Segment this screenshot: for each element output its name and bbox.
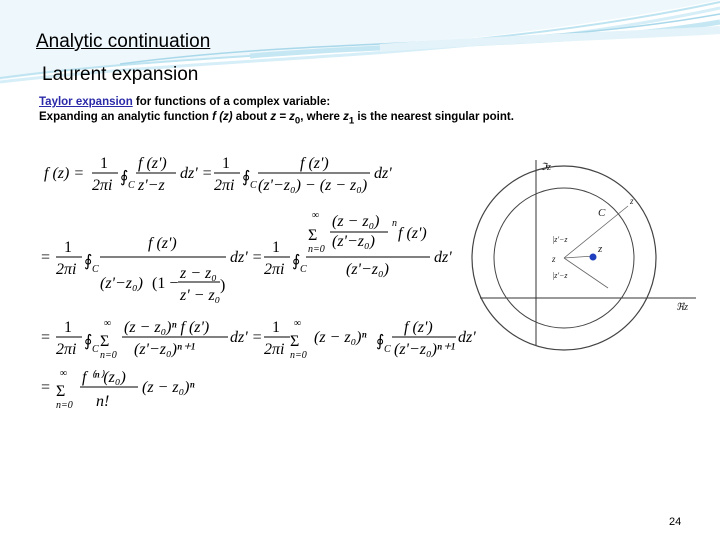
svg-text:n=0: n=0 [308, 244, 325, 255]
svg-text:C: C [300, 264, 307, 275]
svg-text:(z'−z₀)ⁿ⁺¹: (z'−z₀)ⁿ⁺¹ [134, 341, 196, 358]
svg-text:dz' =: dz' = [180, 165, 213, 182]
intro-line-1-rest: for functions of a complex variable: [132, 96, 331, 108]
svg-text:C: C [250, 180, 257, 191]
svg-text:n=0: n=0 [290, 350, 307, 361]
svg-text:1: 1 [100, 155, 108, 172]
axis-imag-label: ℑz [540, 162, 551, 173]
svg-text:(z'−z₀): (z'−z₀) [100, 275, 143, 292]
svg-text:z − z₀: z − z₀ [180, 265, 217, 282]
intro-sub-1: 1 [348, 115, 355, 127]
svg-text:Σ: Σ [308, 227, 318, 244]
svg-text:1: 1 [272, 239, 280, 256]
intro-z1: z [343, 111, 349, 123]
contour-label: C [598, 207, 606, 219]
svg-text:∮: ∮ [242, 169, 251, 186]
svg-text:∮: ∮ [84, 333, 93, 350]
svg-text:dz' =: dz' = [230, 329, 263, 346]
svg-text:∮: ∮ [84, 253, 93, 270]
intro-sub-0: 0 [294, 115, 301, 127]
svg-text:f (z'): f (z') [138, 155, 167, 172]
slide-subtitle: Laurent expansion [42, 64, 199, 85]
slide-title-link[interactable]: Analytic continuation [36, 31, 211, 52]
svg-text:f (z'): f (z') [300, 155, 329, 172]
intro-f-of-z: f (z) [212, 111, 233, 123]
intro-z-eq: z = z [270, 111, 295, 123]
page-number: 24 [669, 516, 682, 528]
svg-text:z'−z: z'−z [138, 177, 165, 194]
svg-text:2πi: 2πi [92, 177, 113, 194]
svg-text:(z'−z₀): (z'−z₀) [346, 261, 389, 278]
svg-text:∞: ∞ [312, 210, 320, 221]
svg-text:(z − z₀)ⁿ: (z − z₀)ⁿ [142, 379, 195, 396]
svg-text:Σ: Σ [100, 333, 110, 350]
svg-text:C: C [128, 180, 135, 191]
intro-text [39, 95, 514, 128]
svg-text:(z − z₀)ⁿ: (z − z₀)ⁿ [314, 329, 367, 346]
svg-text:f (z'): f (z') [148, 235, 177, 252]
svg-text:1: 1 [64, 319, 72, 336]
point-z-marker [590, 254, 597, 261]
svg-text:2πi: 2πi [264, 341, 285, 358]
svg-text:∮: ∮ [376, 333, 385, 350]
svg-text:(z'−z₀) − (z − z₀): (z'−z₀) − (z − z₀) [258, 177, 368, 194]
intro-line-2 [39, 110, 514, 128]
svg-text:n=0: n=0 [56, 400, 73, 411]
intro-rest: is the nearest singular point. [354, 111, 514, 123]
svg-text:∞: ∞ [294, 318, 302, 329]
radius-label-1: |z'−z [552, 271, 568, 280]
svg-text:(z'−z₀)ⁿ⁺¹: (z'−z₀)ⁿ⁺¹ [394, 341, 456, 358]
svg-text:C: C [384, 344, 391, 355]
z0-label: z [552, 254, 556, 264]
svg-text:2πi: 2πi [56, 261, 77, 278]
radius-label-0: |z'−z [552, 235, 568, 244]
svg-text:2πi: 2πi [214, 177, 235, 194]
taylor-expansion-link[interactable]: Taylor expansion [39, 96, 133, 108]
z1-label: z [630, 196, 634, 206]
header-swoosh-decoration [0, 0, 720, 110]
svg-text:dz': dz' [434, 249, 452, 266]
svg-text:f ⁽ⁿ⁾(z₀): f ⁽ⁿ⁾(z₀) [82, 369, 126, 386]
svg-text:=: = [40, 329, 51, 346]
contour-diagram [478, 158, 698, 348]
svg-text:=: = [40, 249, 51, 266]
intro-about: about [232, 111, 271, 123]
svg-text:=: = [40, 379, 51, 396]
intro-line-1 [39, 95, 514, 110]
svg-text:Σ: Σ [290, 333, 300, 350]
svg-text:f (z'): f (z') [398, 225, 427, 242]
svg-text:(z'−z₀): (z'−z₀) [332, 233, 375, 250]
svg-text:f (z) =: f (z) = [44, 165, 85, 182]
svg-text:z' − z₀: z' − z₀ [180, 287, 221, 304]
svg-text:C: C [92, 264, 99, 275]
svg-text:∮: ∮ [120, 169, 129, 186]
svg-text:2πi: 2πi [56, 341, 77, 358]
svg-text:n!: n! [96, 393, 110, 410]
svg-text:dz': dz' [458, 329, 476, 346]
svg-text:2πi: 2πi [264, 261, 285, 278]
axis-real-label: ℜz [676, 302, 689, 313]
laurent-derivation-equations [30, 140, 476, 430]
svg-text:∞: ∞ [104, 318, 112, 329]
svg-text:(z − z₀): (z − z₀) [332, 213, 380, 230]
intro-where: , where [300, 111, 344, 123]
svg-text:1: 1 [272, 319, 280, 336]
svg-text:C: C [92, 344, 99, 355]
svg-text:∞: ∞ [60, 368, 68, 379]
svg-text:1: 1 [64, 239, 72, 256]
svg-text:dz' =: dz' = [230, 249, 263, 266]
svg-text:∮: ∮ [292, 253, 301, 270]
point-z-label: z [598, 243, 603, 255]
svg-text:(1 −: (1 − [152, 275, 179, 292]
svg-text:): ) [220, 277, 226, 294]
intro-expanding: Expanding an analytic function [39, 111, 213, 123]
svg-text:f (z'): f (z') [404, 319, 433, 336]
svg-text:Σ: Σ [56, 383, 66, 400]
svg-text:n: n [392, 218, 397, 229]
svg-text:1: 1 [222, 155, 230, 172]
svg-text:dz': dz' [374, 165, 392, 182]
svg-text:(z − z₀)ⁿ f (z'): (z − z₀)ⁿ f (z') [124, 319, 210, 336]
svg-text:n=0: n=0 [100, 350, 117, 361]
